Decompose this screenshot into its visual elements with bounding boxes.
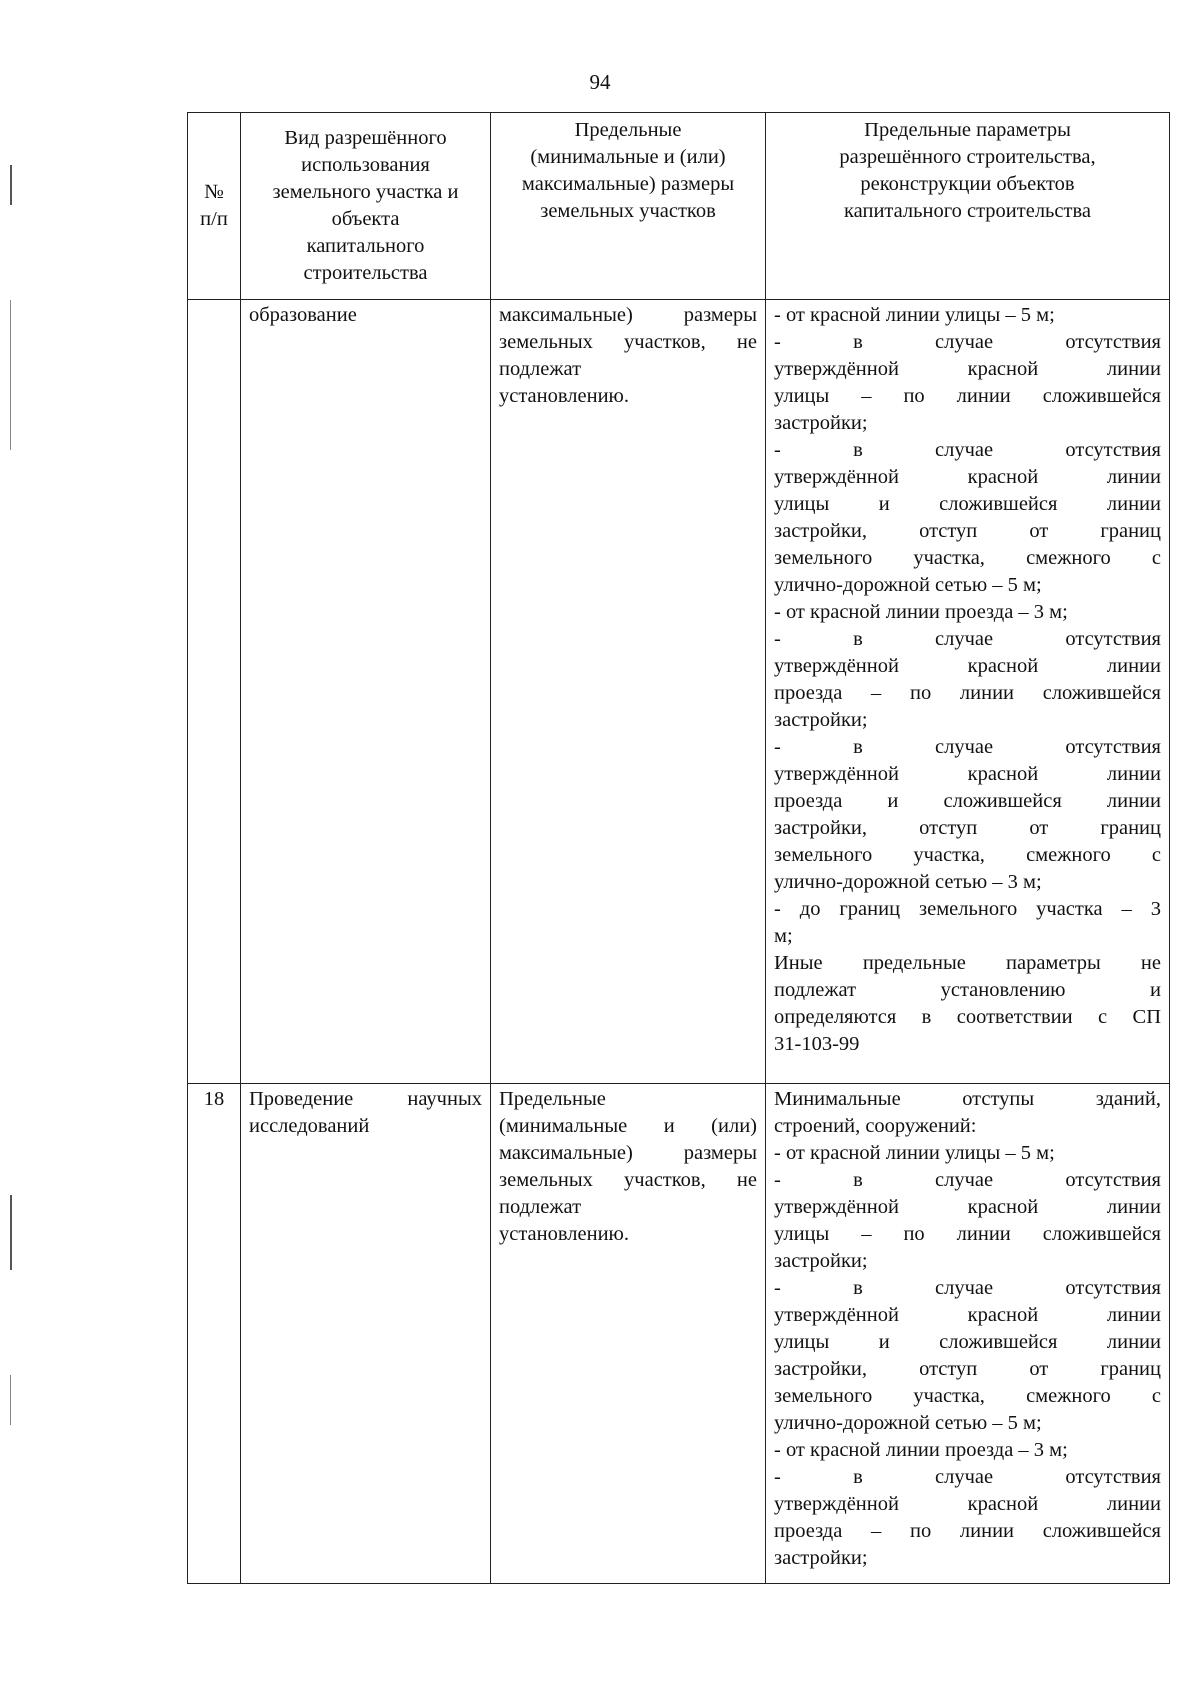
text-line: земельного участка, смежного с [774,1385,1161,1407]
text-line: застройки, отступ от границ [774,817,1161,839]
scan-edge-mark [10,165,12,205]
text-line: определяются в соответствии с СП [774,1006,1161,1028]
text-line: земельных участков, не [499,331,757,353]
text-line: - от красной линии улицы – 5 м; [774,304,1055,326]
header-line: капитального строительства [844,200,1091,222]
text-line: проезда – по линии сложившейся [774,682,1161,704]
scan-edge-mark [10,1195,12,1270]
header-line: капитального [306,235,425,257]
text-line: улично-дорожной сетью – 5 м; [774,1412,1042,1434]
text-line: м; [774,925,793,947]
header-line: п/п [200,208,228,230]
header-line: объекта [331,208,400,230]
text-line: подлежат [499,358,582,380]
scan-edge-mark [10,300,11,450]
land-use-table [187,112,1170,1584]
text-line: максимальные) размеры [499,1142,757,1164]
text-line: - в случае отсутствия [774,1169,1161,1191]
header-line: максимальные) размеры [521,173,735,195]
text-line: утверждённой красной линии [774,358,1161,380]
row-use-cell: образование [241,300,491,1084]
text-line: земельного участка, смежного с [774,547,1161,569]
header-line: реконструкции объектов [860,173,1075,195]
text-line: - от красной линии проезда – 3 м; [774,601,1068,623]
header-construction-params [766,113,1170,300]
row-size-cell [491,300,766,1084]
header-line: использования [301,154,430,176]
text-line: 31-103-99 [774,1033,860,1055]
text-line: земельных участков, не [499,1169,757,1191]
table-row [188,1084,1170,1584]
header-line: Предельные [574,119,682,141]
table-header-row [188,113,1170,300]
header-line: (минимальные и (или) [530,146,726,168]
text-line: улично-дорожной сетью – 3 м; [774,871,1042,893]
text-line: застройки, отступ от границ [774,520,1161,542]
header-use-type [241,113,491,300]
text-line: установлению. [499,1223,629,1245]
row-params-cell [766,1084,1170,1584]
text-line: - от красной линии улицы – 5 м; [774,1142,1055,1164]
text-line: утверждённой красной линии [774,466,1161,488]
header-line: Вид разрешённого [284,127,447,149]
row-size-cell [491,1084,766,1584]
text-line: проезда и сложившейся линии [774,790,1161,812]
text-line: улицы и сложившейся линии [774,1331,1161,1353]
text-line: проезда – по линии сложившейся [774,1520,1161,1542]
header-line: земельных участков [540,200,716,222]
text-line: - в случае отсутствия [774,1466,1161,1488]
text-line: - от красной линии проезда – 3 м; [774,1439,1068,1461]
row-use-cell [241,1084,491,1584]
text-line: улицы и сложившейся линии [774,493,1161,515]
text-line: застройки; [774,709,868,731]
text-line: застройки; [774,1250,868,1272]
row-number-cell: 18 [188,1084,241,1584]
text-line: подлежат установлению и [774,979,1161,1001]
text-line: утверждённой красной линии [774,1493,1161,1515]
text-line: земельного участка, смежного с [774,844,1161,866]
header-line: земельного участка и [272,181,459,203]
header-line: № [204,181,224,203]
row-number-cell [188,300,241,1084]
header-number [188,113,241,300]
text-line: утверждённой красной линии [774,1196,1161,1218]
text-line: Иные предельные параметры не [774,952,1161,974]
header-plot-size [491,113,766,300]
row-params-cell [766,300,1170,1084]
text-line: улицы – по линии сложившейся [774,385,1161,407]
header-line: Предельные параметры [864,119,1071,141]
text-line: застройки; [774,1547,868,1569]
scan-edge-mark [10,1375,11,1425]
text-line: - в случае отсутствия [774,628,1161,650]
text-line: застройки, отступ от границ [774,1358,1161,1380]
text-line: подлежат [499,1196,582,1218]
table-row [188,300,1170,1084]
page-number: 94 [589,70,611,94]
text-line: утверждённой красной линии [774,763,1161,785]
text-line: - в случае отсутствия [774,1277,1161,1299]
text-line: Проведение научных [249,1088,482,1110]
header-line: разрешённого строительства, [839,146,1096,168]
text-line: застройки; [774,412,868,434]
text-line: установлению. [499,385,629,407]
text-line: (минимальные и (или) [499,1115,757,1137]
text-line: максимальные) размеры [499,304,757,326]
text-line: - в случае отсутствия [774,736,1161,758]
text-line: - в случае отсутствия [774,439,1161,461]
text-line: утверждённой красной линии [774,655,1161,677]
text-line: улично-дорожной сетью – 5 м; [774,574,1042,596]
text-line: улицы – по линии сложившейся [774,1223,1161,1245]
text-line: - до границ земельного участка – 3 [774,898,1161,920]
text-line: исследований [249,1115,370,1137]
header-line: строительства [303,262,428,284]
text-line: строений, сооружений: [774,1115,977,1137]
text-line: утверждённой красной линии [774,1304,1161,1326]
text-line: Минимальные отступы зданий, [774,1088,1161,1110]
text-line: - в случае отсутствия [774,331,1161,353]
text-line: Предельные [499,1088,606,1110]
